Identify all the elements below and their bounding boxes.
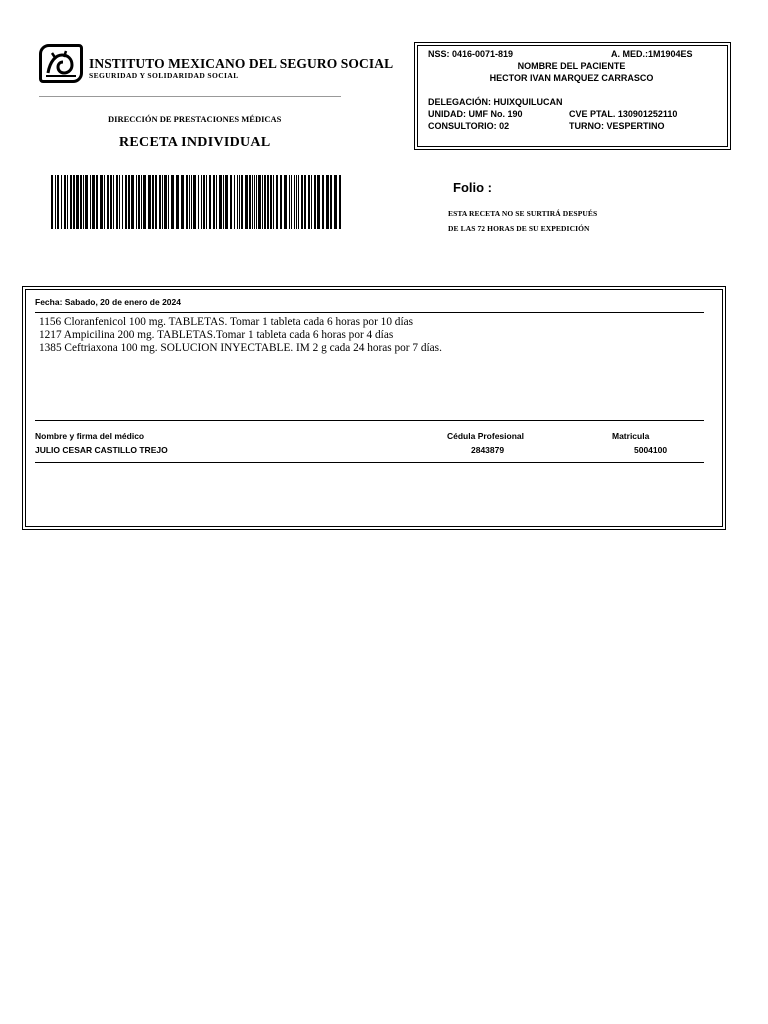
nss-text: NSS: 0416-0071-819 xyxy=(428,49,514,59)
institution-subtitle: SEGURIDAD Y SOLIDARIDAD SOCIAL xyxy=(89,71,239,80)
medications-divider xyxy=(35,420,704,421)
warning-line-2: DE LAS 72 HORAS DE SU EXPEDICIÓN xyxy=(448,224,590,233)
patient-name: HECTOR IVAN MARQUEZ CARRASCO xyxy=(489,73,654,83)
folio-label: Folio : xyxy=(453,180,492,195)
matricula-label: Matricula xyxy=(612,431,650,441)
doctor-name-label: Nombre y firma del médico xyxy=(35,431,145,441)
cve-ptal-text: CVE PTAL. 130901252110 xyxy=(569,109,678,119)
header-divider xyxy=(39,96,341,97)
doctor-divider xyxy=(35,462,704,463)
warning-line-1: ESTA RECETA NO SE SURTIRÁ DESPUÉS xyxy=(448,209,598,218)
a-med-text: A. MED.:1M1904ES xyxy=(611,49,693,59)
doctor-name: JULIO CESAR CASTILLO TREJO xyxy=(35,445,168,455)
imss-logo-icon xyxy=(39,44,83,83)
delegacion-text: DELEGACIÓN: HUIXQUILUCAN xyxy=(428,97,563,107)
patient-name-label: NOMBRE DEL PACIENTE xyxy=(517,61,626,71)
unidad-text: UNIDAD: UMF No. 190 xyxy=(428,109,523,119)
cedula-value: 2843879 xyxy=(471,445,505,455)
medication-line: 1385 Ceftriaxona 100 mg. SOLUCION INYECTABLE. IM 2 g cada 24 horas por 7 días. xyxy=(39,342,442,354)
cedula-label: Cédula Profesional xyxy=(447,431,524,441)
prescription-date: Fecha: Sabado, 20 de enero de 2024 xyxy=(35,297,181,307)
barcode xyxy=(51,175,343,229)
document-title: RECETA INDIVIDUAL xyxy=(119,135,271,150)
institution-name: INSTITUTO MEXICANO DEL SEGURO SOCIAL xyxy=(89,56,394,71)
matricula-value: 5004100 xyxy=(634,445,668,455)
medication-line: 1217 Ampicilina 200 mg. TABLETAS.Tomar 1 tableta cada 6 horas por 4 días xyxy=(39,329,394,341)
medication-line: 1156 Cloranfenicol 100 mg. TABLETAS. Tomar 1 tableta cada 6 horas por 10 días xyxy=(39,316,413,328)
turno-text: TURNO: VESPERTINO xyxy=(569,121,665,131)
consultorio-text: CONSULTORIO: 02 xyxy=(428,121,510,131)
date-divider xyxy=(35,312,704,313)
direccion-heading: DIRECCIÓN DE PRESTACIONES MÉDICAS xyxy=(108,114,282,124)
